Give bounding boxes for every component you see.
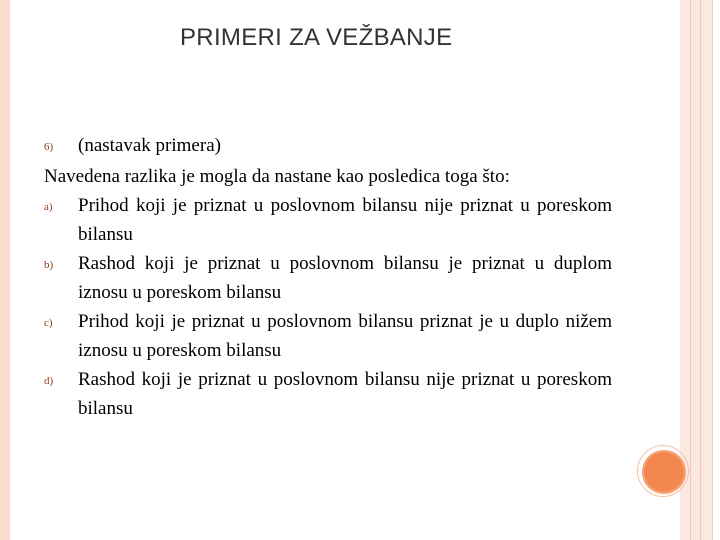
list-item-marker: b)	[44, 259, 54, 271]
list-item-marker: d)	[44, 375, 54, 387]
intro-row	[44, 131, 612, 162]
slide-title: PRIMERI ZA VEŽBANJE	[180, 24, 453, 51]
intro-marker: 6)	[44, 141, 54, 153]
right-border-line	[700, 0, 701, 540]
list-item	[44, 191, 612, 249]
intro-text: (nastavak primera)	[78, 135, 221, 156]
list-item	[44, 307, 612, 365]
list-item	[44, 249, 612, 307]
list-item-text: Prihod koji je priznat u poslovnom bilansu priznat je u duplo nižem iznosu u poreskom bilansu	[78, 311, 612, 361]
list-item-marker: c)	[44, 317, 53, 329]
list-item-marker: a)	[44, 201, 53, 213]
list-item-text: Rashod koji je priznat u poslovnom bilansu nije priznat u poreskom bilansu	[78, 369, 612, 419]
right-border-line	[690, 0, 691, 540]
slide-body	[44, 131, 612, 423]
lead-text: Navedena razlika je mogla da nastane kao posledica toga što:	[44, 166, 510, 187]
list-item-text: Prihod koji je priznat u poslovnom bilansu nije priznat u poreskom bilansu	[78, 195, 612, 245]
left-border-decoration	[0, 0, 10, 540]
decorative-circle	[642, 450, 686, 494]
list-item	[44, 365, 612, 423]
list-item-text: Rashod koji je priznat u poslovnom bilansu je priznat u duplom iznosu u poreskom bilansu	[78, 253, 612, 303]
right-border-line	[712, 0, 713, 540]
